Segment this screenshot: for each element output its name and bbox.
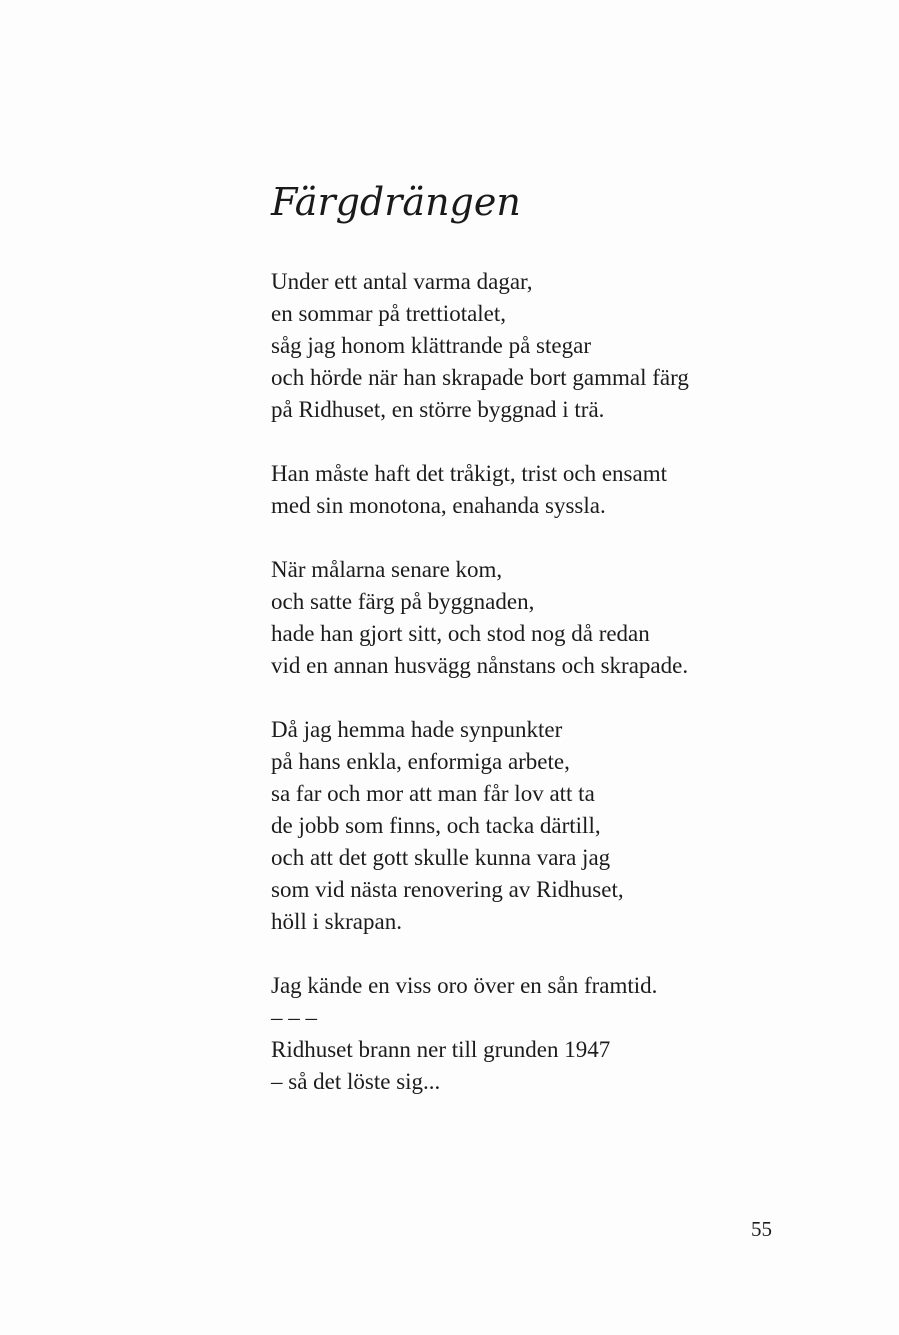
stanza [271, 970, 871, 1098]
poem-line: en sommar på trettiotalet, [271, 301, 507, 326]
poem-line: på hans enkla, enformiga arbete, [271, 749, 570, 774]
poem-line: Han måste haft det tråkigt, trist och ensamt [271, 461, 667, 486]
stanza [271, 266, 871, 426]
poem-title: Färgdrängen [271, 180, 521, 224]
separator-dashes: – – – [271, 1005, 317, 1030]
page-number: 55 [751, 1217, 772, 1241]
poem-line: och att det gott skulle kunna vara jag [271, 845, 611, 870]
poem-line: När målarna senare kom, [271, 557, 503, 582]
stanza-gap [271, 522, 871, 554]
poem-line: de jobb som finns, och tacka därtill, [271, 813, 601, 838]
poem-line: vid en annan husvägg nånstans och skrapade. [271, 653, 689, 678]
poem-line: och satte färg på byggnaden, [271, 589, 535, 614]
poem-body [271, 266, 871, 1098]
poem-line: Jag kände en viss oro över en sån framtid. [271, 973, 658, 998]
stanza-gap [271, 938, 871, 970]
stanza [271, 554, 871, 682]
poem-line: Ridhuset brann ner till grunden 1947 [271, 1037, 611, 1062]
stanza-gap [271, 426, 871, 458]
poem-line: såg jag honom klättrande på stegar [271, 333, 591, 358]
poem-line: med sin monotona, enahanda syssla. [271, 493, 606, 518]
poem-line: – så det löste sig... [271, 1069, 441, 1094]
poem-line: höll i skrapan. [271, 909, 402, 934]
stanza [271, 714, 871, 938]
poem-line: Under ett antal varma dagar, [271, 269, 533, 294]
poem-line: och hörde när han skrapade bort gammal färg [271, 365, 689, 390]
poem-line: sa far och mor att man får lov att ta [271, 781, 595, 806]
stanza-gap [271, 682, 871, 714]
poem-line: som vid nästa renovering av Ridhuset, [271, 877, 624, 902]
poem-line: Då jag hemma hade synpunkter [271, 717, 563, 742]
poem-line: hade han gjort sitt, och stod nog då redan [271, 621, 650, 646]
poem-line: på Ridhuset, en större byggnad i trä. [271, 397, 605, 422]
stanza [271, 458, 871, 522]
